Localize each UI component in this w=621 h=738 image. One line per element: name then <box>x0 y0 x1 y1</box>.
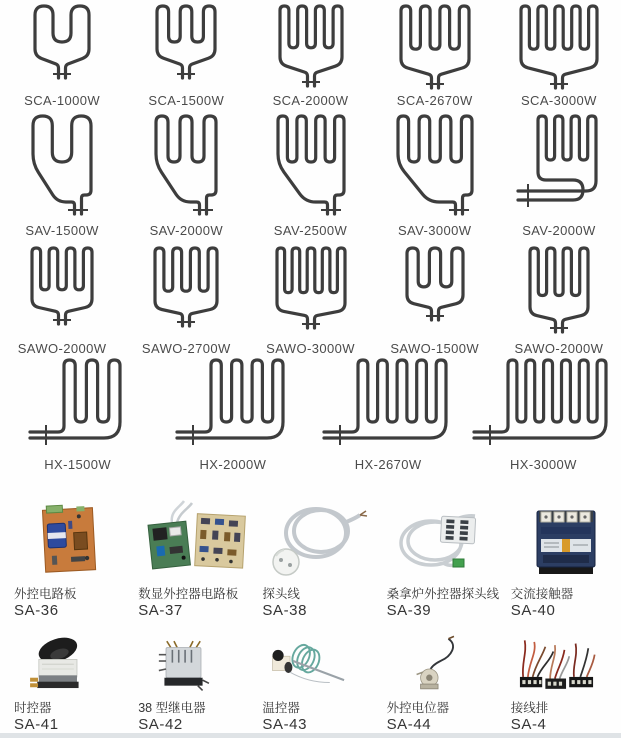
element-model-label: SAWO-2000W <box>514 341 604 356</box>
component-item-sa-43 <box>248 634 372 734</box>
component-model: SA-4 <box>510 716 547 734</box>
element-model-label: SAWO-2000W <box>17 341 107 356</box>
heating-element-drawing <box>468 354 618 454</box>
element-model-label: SCA-3000W <box>520 93 597 108</box>
heating-element-drawing <box>379 2 491 90</box>
element-item <box>155 354 310 474</box>
heating-element-drawing <box>130 244 242 338</box>
element-item <box>124 2 248 110</box>
element-item <box>0 112 124 240</box>
element-model-label: SCA-2670W <box>396 93 473 108</box>
heating-element-drawing <box>379 244 491 338</box>
heating-element-drawing <box>158 354 308 454</box>
element-item <box>373 2 497 110</box>
component-name: 探头线 <box>262 587 300 601</box>
element-item <box>0 354 155 474</box>
component-model: SA-42 <box>138 716 183 734</box>
component-name: 接线排 <box>510 701 549 715</box>
heating-element-drawing <box>255 112 367 220</box>
component-model: SA-39 <box>386 602 432 620</box>
component-item-sa-36 <box>0 494 124 634</box>
heating-element-drawing <box>3 354 153 454</box>
component-photo-contactor <box>511 494 621 582</box>
heating-element-drawing <box>6 112 118 220</box>
element-model-label: SAWO-2700W <box>141 341 231 356</box>
element-model-label: HX-3000W <box>509 457 577 472</box>
component-name: 时控器 <box>14 701 52 715</box>
component-name: 外控电位器 <box>386 701 450 715</box>
component-photo-controller-cable <box>387 494 497 582</box>
element-item <box>497 112 621 240</box>
component-photo-pcb-double <box>138 494 248 582</box>
element-row-hx <box>0 358 621 474</box>
element-model-label: SCA-1000W <box>24 93 101 108</box>
element-model-label: SAV-2000W <box>522 223 596 238</box>
element-row-sav <box>0 110 621 240</box>
heating-element-drawing <box>130 112 242 220</box>
element-model-label: SAV-2500W <box>273 223 348 238</box>
heating-element-drawing <box>6 2 118 90</box>
element-item <box>497 244 621 358</box>
element-item <box>497 2 621 110</box>
heating-element-drawing <box>313 354 463 454</box>
component-photo-relay <box>138 634 248 696</box>
element-model-label: HX-1500W <box>44 457 112 472</box>
heating-element-drawing <box>503 2 615 90</box>
element-model-label: SAV-3000W <box>397 223 472 238</box>
component-name: 温控器 <box>262 701 300 715</box>
element-model-label: SAWO-1500W <box>390 341 480 356</box>
element-model-label: SAV-1500W <box>25 223 99 238</box>
element-item <box>248 2 372 110</box>
component-photo-pcb-orange <box>14 494 124 582</box>
component-item-sa-42 <box>124 634 248 734</box>
element-item <box>373 112 497 240</box>
component-model: SA-38 <box>262 602 308 620</box>
components-section <box>0 494 621 734</box>
element-model-label: HX-2000W <box>199 457 267 472</box>
component-name: 38 型继电器 <box>138 701 206 715</box>
component-photo-thermostat <box>262 634 372 696</box>
heating-element-drawing <box>6 244 118 338</box>
component-item-sa-4 <box>497 634 621 734</box>
component-item-sa-39 <box>373 494 500 634</box>
heating-element-drawing <box>503 112 615 220</box>
component-name: 数显外控器电路板 <box>138 587 239 601</box>
element-model-label: SAV-2000W <box>149 223 224 238</box>
heating-element-drawing <box>130 2 242 90</box>
component-row-1 <box>0 634 621 734</box>
element-item <box>248 244 372 358</box>
component-model: SA-40 <box>510 602 556 620</box>
element-row-sawo <box>0 240 621 358</box>
element-item <box>466 354 621 474</box>
element-row-sca <box>0 0 621 110</box>
page-bottom-edge <box>0 733 621 738</box>
component-photo-probe-cable <box>262 494 372 582</box>
component-model: SA-43 <box>262 716 308 734</box>
component-name: 交流接触器 <box>510 587 574 601</box>
component-item-sa-38 <box>248 494 372 634</box>
element-model-label: SCA-1500W <box>148 93 225 108</box>
element-item <box>0 244 124 358</box>
element-model-label: HX-2670W <box>354 457 422 472</box>
component-item-sa-41 <box>0 634 124 734</box>
element-model-label: SCA-2000W <box>272 93 349 108</box>
component-row-0 <box>0 494 621 634</box>
component-photo-timer <box>14 634 124 696</box>
element-item <box>373 244 497 358</box>
element-item <box>248 112 372 240</box>
component-name: 桑拿炉外控器探头线 <box>386 587 500 601</box>
element-item <box>311 354 466 474</box>
element-item <box>124 112 248 240</box>
heating-element-drawing <box>255 244 367 338</box>
component-item-sa-44 <box>373 634 497 734</box>
component-model: SA-41 <box>14 716 59 734</box>
component-name: 外控电路板 <box>14 587 77 601</box>
heating-element-drawing <box>379 112 491 220</box>
heating-element-drawing <box>503 244 615 338</box>
component-model: SA-36 <box>14 602 59 620</box>
component-model: SA-44 <box>386 716 432 734</box>
element-model-label: SAWO-3000W <box>266 341 355 356</box>
heating-element-drawing <box>255 2 367 90</box>
component-item-sa-37 <box>124 494 248 634</box>
component-photo-potentiometer <box>387 634 497 696</box>
element-item <box>0 2 124 110</box>
component-photo-terminal-strip <box>511 634 621 696</box>
element-item <box>124 244 248 358</box>
component-item-sa-40 <box>497 494 621 634</box>
component-model: SA-37 <box>138 602 183 620</box>
